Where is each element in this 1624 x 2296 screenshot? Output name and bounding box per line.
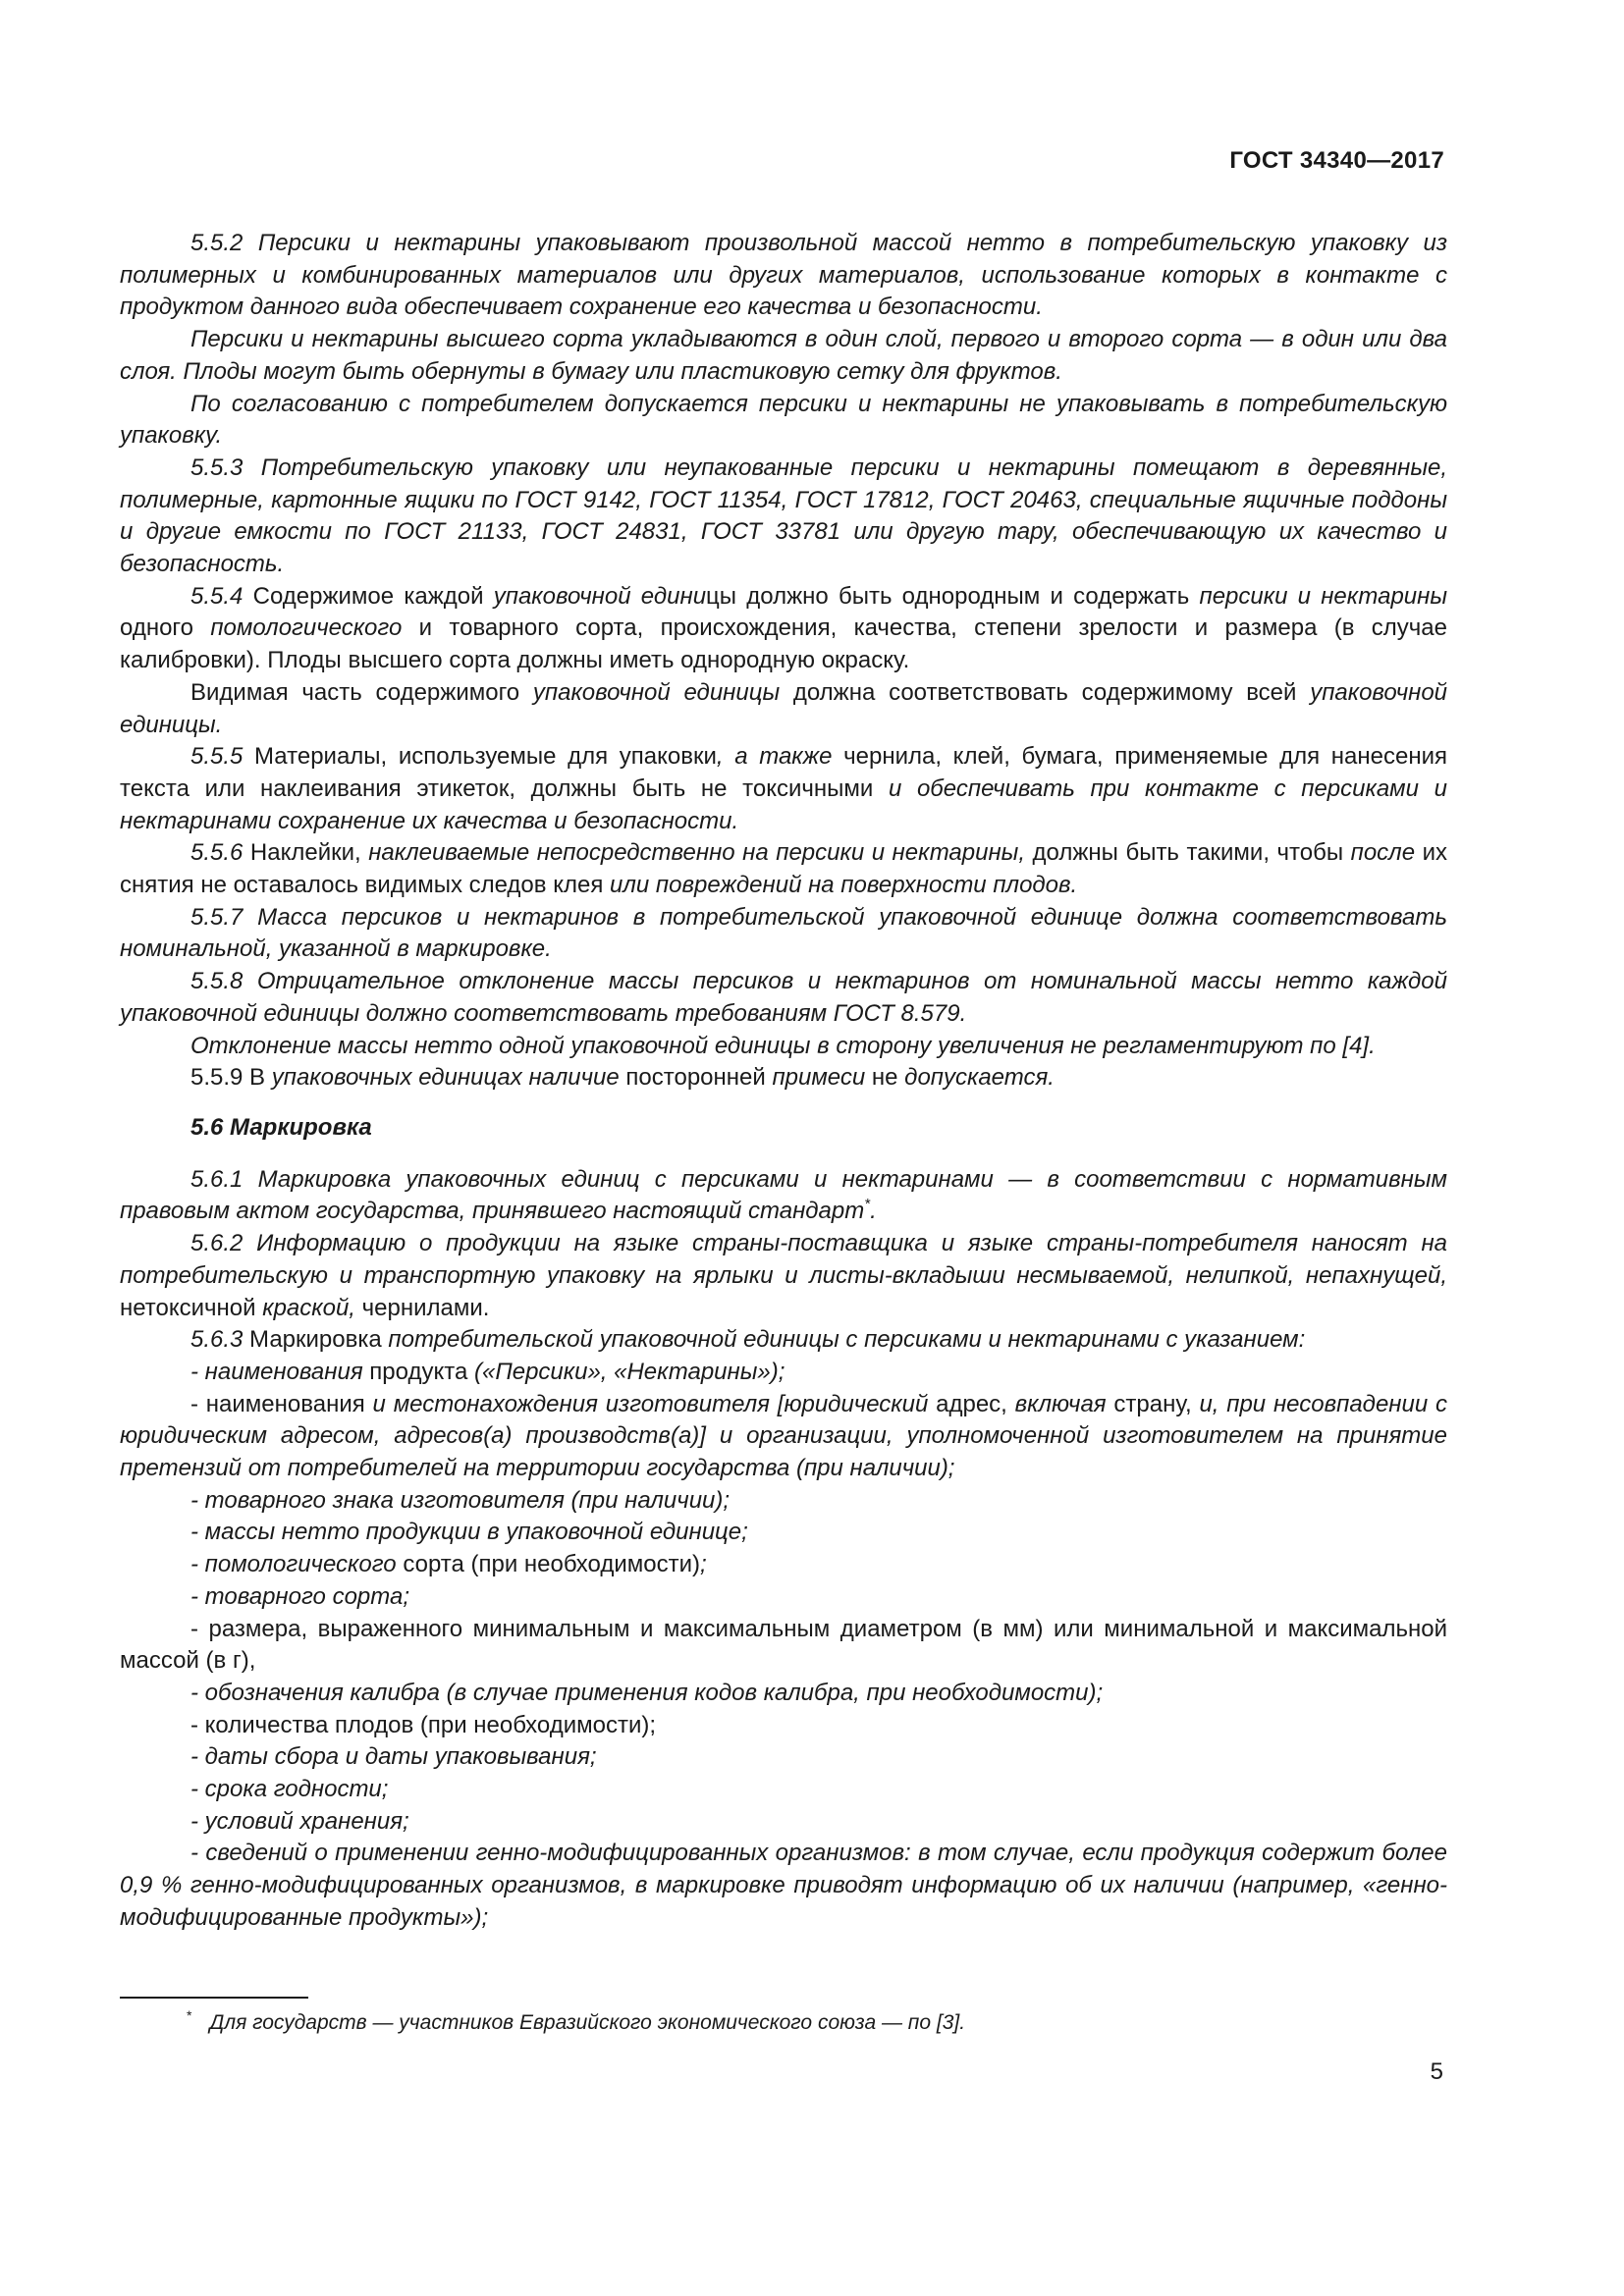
document-header: ГОСТ 34340—2017 [1229,147,1444,174]
text-run: краской, [262,1294,355,1321]
list-item: - товарного сорта; [190,1582,409,1610]
text-run: чернила, клей, бумага, применяемые для нанесения текста или наклеивания этикеток, должны быть не токсичными [120,743,1448,802]
text-run: - наименования [190,1358,363,1385]
text-run: и товарного сорта, происхождения, качества, степени зрелости и размера (в случае калибровки). Плоды высшего сорта должны иметь однородную окраску. [120,614,1447,674]
text-run: Видимая часть содержимого [190,678,533,706]
text-run: цы должно быть однородным и содержать [706,582,1200,610]
text-run: - наименования [190,1390,373,1417]
text-run: Наклейки, [243,839,369,867]
text-run: и местонахождения изготовителя [юридический [372,1390,929,1417]
text-run: или повреждений на поверхности плодов. [609,872,1078,899]
text-run: упаковочных единицах наличие [271,1064,620,1092]
text-run: упаковочной единицы [532,678,781,706]
paragraph-5-6-2 [120,1228,1447,1324]
list-item [120,1389,1447,1485]
text-run: страну, [1106,1390,1200,1417]
text-run: 5.6.1 Маркировка упаковочных единиц с персиками и нектаринами — в соответствии с нормативным правовым актом государства, принявшего настоящий стандарт [120,1165,1447,1225]
text-run: . [870,1198,877,1225]
text-run: Материалы, используемые для упаковки [243,743,717,771]
text-run: 5.6.3 [190,1326,244,1354]
list-item [120,1549,1447,1581]
text-run: потребительской упаковочной единицы с персиками и нектаринами с указанием: [388,1326,1306,1354]
text-run: одного [120,614,211,642]
text-run: допускается. [904,1064,1055,1092]
text-run: упаковочной единицы. [120,678,1448,738]
text-run: 5.5.6 [190,839,244,867]
paragraph-5-5-2: 5.5.2 Персики и нектарины упаковывают произвольной массой нетто в потребительскую упаковку из полимерных и комбинированных материалов или других материалов, использование которых в контакте с продуктом данного вида обеспечивает сохранение его качества и безопасности. [120,230,1447,321]
list-item: - даты сбора и даты упаковывания; [190,1743,597,1771]
paragraph-5-5-3: 5.5.3 Потребительскую упаковку или неупакованные персики и нектарины помещают в деревянные, полимерные, картонные ящики по ГОСТ 9142, ГОСТ 11354, ГОСТ 17812, ГОСТ 20463, специальные ящичные поддоны и другие емкости по ГОСТ 21133, ГОСТ 24831, ГОСТ 33781 или другую тару, обеспечивающую их качество и безопасность. [120,454,1447,578]
text-run: продукта [362,1358,474,1385]
text-run: должны быть такими, чтобы [1025,839,1351,867]
list-item: - обозначения калибра (в случае применения кодов калибра, при необходимости); [190,1679,1104,1706]
footnote-mark: * [187,2007,192,2023]
text-run: помологического [210,614,403,642]
text-run: посторонней [619,1064,773,1092]
document-body [120,228,1447,1935]
paragraph-5-5-2-agreement: По согласованию с потребителем допускается персики и нектарины не упаковывать в потребительскую упаковку. [120,390,1447,450]
section-heading-5-6: 5.6 Маркировка [190,1113,372,1141]
text-run: персики и нектарины [1199,582,1448,610]
list-item: - размера, выраженного минимальным и максимальным диаметром (в мм) или минимальной и максимальной массой (в г), [120,1615,1447,1675]
list-item: - массы нетто продукции в упаковочной единице; [190,1519,748,1546]
text-run: , а также [716,743,833,771]
text-run: 5.5.9 В [190,1064,272,1092]
paragraph-5-5-6 [120,837,1447,901]
text-run: Маркировка [243,1326,389,1354]
list-item: - сведений о применении генно-модифицированных организмов: в том случае, если продукция содержит более 0,9 % генно-модифицированных организмов, в маркировке приводят информацию об их наличии (например, «генно-модифицированные продукты»); [120,1840,1447,1931]
text-run: и обеспечивать при контакте с персиками и нектаринами сохранение их качества и безопасности. [120,774,1447,834]
paragraph-5-6-3 [120,1324,1447,1357]
text-run: чернилами. [354,1294,490,1321]
text-run: 5.6.2 Информацию о продукции на языке страны-поставщика и языке страны-потребителя наносят на потребительскую и транспортную упаковку на ярлыки и листы-вкладыши несмываемой, нелипкой, непахнущей, [120,1230,1447,1289]
footnote-mark: * [864,1196,871,1213]
list-item: - товарного знака изготовителя (при наличии); [190,1486,731,1514]
text-run: 5.5.5 [190,743,244,771]
text-run: включая [1014,1390,1107,1417]
text-run: («Персики», «Нектарины»); [473,1358,785,1385]
text-run: должна соответствовать содержимому всей [780,678,1311,706]
paragraph-5-6-1 [120,1164,1447,1228]
page-number: 5 [1430,2058,1443,2085]
paragraph-5-5-4 [120,581,1447,677]
text-run: наклеиваемые непосредственно на персики и нектарины, [368,839,1026,867]
list-item: - срока годности; [190,1776,389,1803]
text-run: 5.5.4 [190,582,244,610]
text-run: ; [700,1551,707,1578]
text-run: адрес, [928,1390,1015,1417]
text-run: нетоксичной [120,1294,263,1321]
list-item: - количества плодов (при необходимости); [190,1711,657,1738]
paragraph-5-5-5 [120,741,1447,837]
paragraph-5-5-9 [120,1062,1447,1095]
list-item: - условий хранения; [190,1807,409,1835]
text-run: после [1350,839,1416,867]
paragraph-5-5-8: 5.5.8 Отрицательное отклонение массы персиков и нектаринов от номинальной массы нетто каждой упаковочной единицы должно соответствовать требованиям ГОСТ 8.579. [120,968,1447,1027]
footnote [187,2007,966,2035]
text-run: их снятия не оставалось видимых следов клея [120,839,1447,899]
paragraph-5-5-4-visible-part [120,677,1447,741]
footnote-separator [120,1997,308,1999]
list-item [120,1357,1447,1389]
text-run: и, при несовпадении с юридическим адресом, адресов(а) производств(а)] и организации, уполномоченной изготовителем на принятие претензий от потребителей на территории государства (при наличии); [120,1390,1447,1482]
footnote-text: Для государств — участников Евразийского экономического союза — по [3]. [209,2011,966,2034]
text-run: - помологического [190,1551,397,1578]
paragraph-5-5-8-deviation: Отклонение массы нетто одной упаковочной единицы в сторону увеличения не регламентируют по [4]. [190,1032,1376,1059]
paragraph-5-5-7: 5.5.7 Масса персиков и нектаринов в потребительской упаковочной единице должна соответствовать номинальной, указанной в маркировке. [120,903,1447,963]
paragraph-5-5-2-layers: Персики и нектарины высшего сорта укладываются в один слой, первого и второго сорта — в один или два слоя. Плоды могут быть обернуты в бумагу или пластиковую сетку для фруктов. [120,326,1447,385]
text-run: Содержимое каждой [243,582,494,610]
text-run: не [865,1064,905,1092]
text-run: примеси [772,1064,866,1092]
text-run: сорта (при необходимости) [396,1551,701,1578]
text-run: упаковочной едини [493,582,707,610]
